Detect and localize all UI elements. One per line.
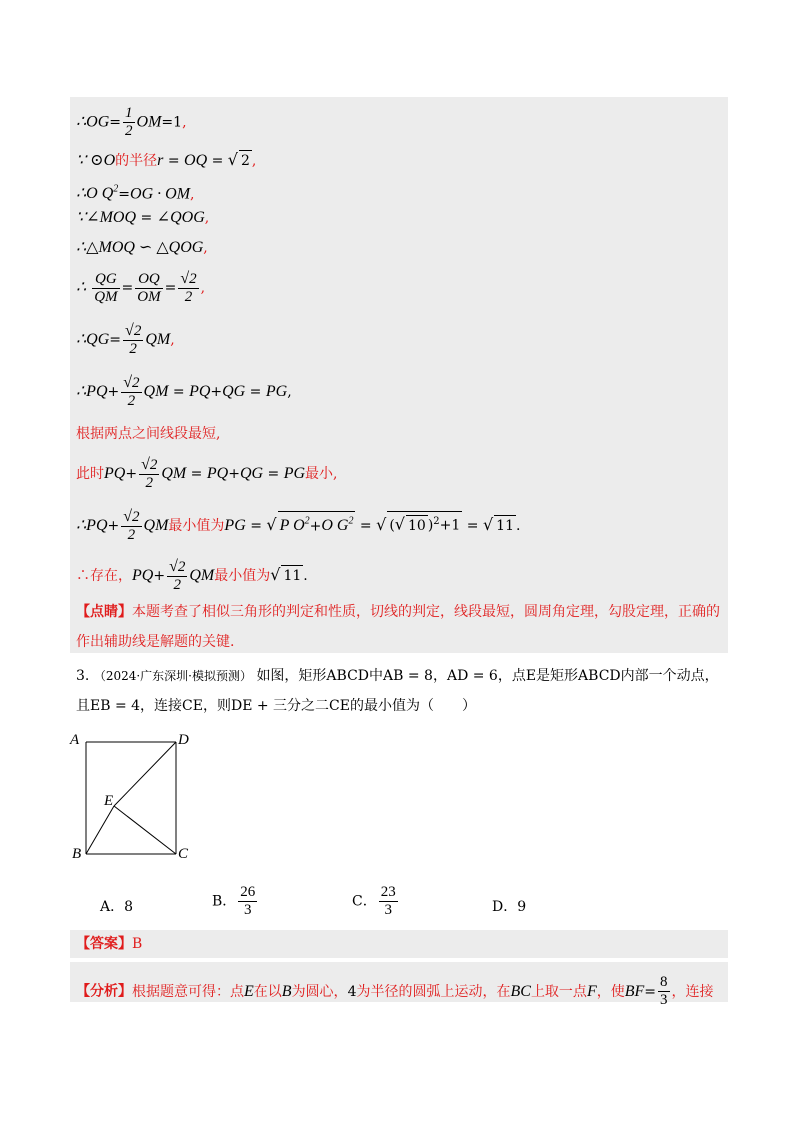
option-c-letter: C． <box>352 893 377 910</box>
option-c-num: 23 <box>380 884 396 900</box>
analysis-tag: 【分析】 <box>76 983 132 1000</box>
analysis-text: 根据题意可得：点E在以B为圆心，4为半径的圆弧上运动，在BC上取一点F，使BF= $\frac{8}{3}$ ，连接 <box>132 974 714 1008</box>
label-e: E <box>104 793 114 809</box>
question-text-1: 如图，矩形ABCD中AB = 8，AD = 6，点E是矩形ABCD内部一个动点， <box>256 668 719 684</box>
label-c: C <box>178 846 189 862</box>
solution-line-9: 根据两点之间线段最短, <box>76 426 221 442</box>
label-d: D <box>178 732 189 748</box>
option-a-letter: A． <box>100 899 125 915</box>
solution-line-3: ∴O $Q^2=OG$ · OM, <box>76 184 195 203</box>
dianjing-line-1 <box>76 602 720 622</box>
question-number: 3. <box>76 668 90 684</box>
option-b-num: 26 <box>240 884 256 900</box>
segment-eb <box>86 806 114 854</box>
label-a: A <box>70 732 80 748</box>
answer-tag: 【答案】 <box>76 936 132 952</box>
answer-block <box>70 930 728 958</box>
question-source: （2024·广东深圳·模拟预测） <box>93 669 252 683</box>
solution-line-8: ∴PQ+ $\frac{√2}{2}$ QM = PQ+QG = PG, <box>76 374 292 409</box>
question-line-1 <box>76 666 719 686</box>
solution-line-10: 此时PQ+ $\frac{√2}{2}$ QM = PQ+QG = PG最小, <box>76 456 338 491</box>
option-d[interactable] <box>492 896 526 916</box>
dianjing-text-1: 本题考查了相似三角形的判定和性质，切线的判定，线段最短，圆周角定理，勾股定理，正确的 <box>132 604 720 620</box>
answer-line <box>76 934 142 954</box>
solution-line-1: ∴OG= $\frac{1}{2}$ OM=1, <box>76 105 187 139</box>
question-line-2: 且EB = 4，连接CE，则DE + 三分之二CE的最小值为（ ） <box>76 698 476 714</box>
option-d-letter: D． <box>492 899 518 915</box>
option-a[interactable] <box>100 896 133 916</box>
option-b[interactable] <box>212 884 259 919</box>
segment-ec <box>114 806 176 854</box>
option-b-letter: B． <box>212 893 237 910</box>
solution-line-2: ∵ ⊙O的半径r = OQ = √ 2 , <box>76 150 257 169</box>
option-b-den: 3 <box>244 902 252 918</box>
answer-value: B <box>132 936 143 952</box>
label-b: B <box>72 846 82 862</box>
solution-line-12: ∴存在，PQ+ $\frac{√2}{2}$ QM最小值为√ 11 . <box>76 558 308 593</box>
solution-line-5: ∴△MOQ ∽ △QOG, <box>76 239 208 256</box>
option-d-value: 9 <box>517 899 527 915</box>
segment-ed <box>114 742 176 806</box>
dianjing-line-2: 作出辅助线是解题的关键. <box>76 634 235 650</box>
solution-line-7: ∴QG= $\frac{√2}{2}$ QM, <box>76 322 175 357</box>
analysis-line <box>76 974 714 1009</box>
option-a-value: 8 <box>124 899 134 915</box>
solution-line-6: ∴ $\frac{QG}{QM}$ = $\frac{OQ}{OM}$ = $\frac{√2}{2}$ , <box>76 270 206 305</box>
dianjing-tag: 【点睛】 <box>76 604 132 620</box>
solution-line-4: ∵∠MOQ = ∠QOG, <box>76 209 210 226</box>
option-c[interactable] <box>352 884 400 919</box>
solution-line-11: ∴PQ+ $\frac{√2}{2}$ QM最小值为PG = √ P $O^2+O$ $G^2$ = √ (√ 10 )$^2$+1 = √ 11 . <box>76 508 521 543</box>
option-c-den: 3 <box>384 902 392 918</box>
